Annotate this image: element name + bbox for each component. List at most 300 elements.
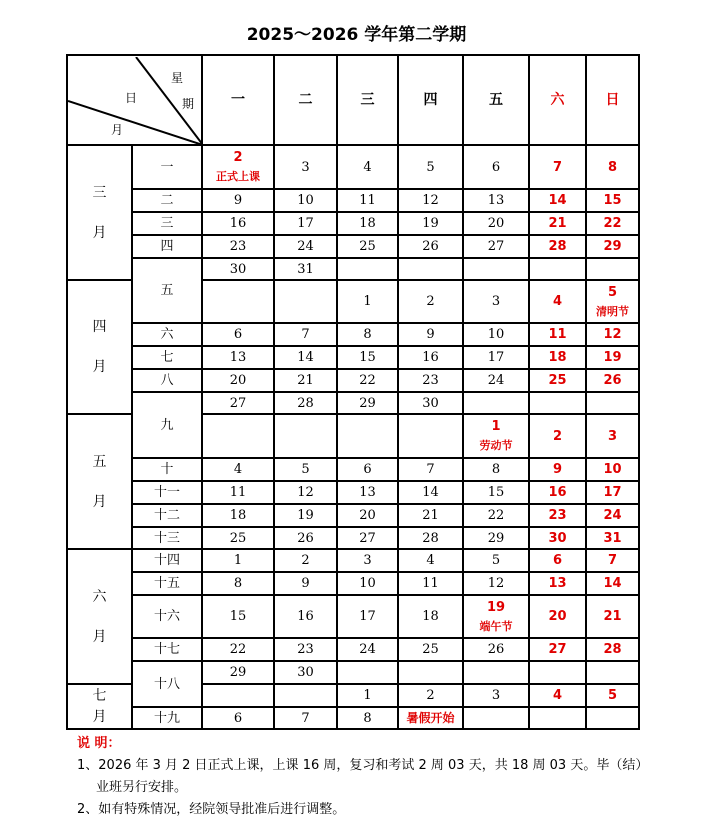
corner-weekday: 星	[171, 71, 184, 85]
week-number-cell: 十八	[132, 661, 202, 707]
day-cell	[586, 280, 639, 323]
day-cell	[337, 145, 398, 189]
note-1-cont: 业班另行安排。	[96, 780, 188, 795]
day-number: 29	[603, 239, 622, 254]
week-number-cell: 十七	[132, 638, 202, 661]
weekday-header: 日	[586, 55, 639, 145]
week-number-cell: 八	[132, 369, 202, 392]
day-cell	[202, 595, 274, 638]
day-number: 31	[603, 530, 622, 546]
day-number: 8	[491, 462, 501, 477]
day-number: 8	[363, 710, 372, 726]
weekday-header: 六	[529, 55, 586, 145]
day-cell	[202, 369, 274, 392]
week-number-cell: 十四	[132, 549, 202, 572]
week-number-cell: 十六	[132, 595, 202, 638]
day-cell	[586, 595, 639, 638]
day-number: 24	[487, 373, 505, 388]
day-number: 29	[359, 395, 376, 411]
day-cell	[274, 346, 337, 369]
day-cell	[586, 572, 639, 595]
day-cell	[398, 481, 463, 504]
day-number: 19	[603, 350, 622, 365]
day-cell	[274, 280, 337, 323]
day-number: 10	[603, 462, 622, 477]
day-number: 25	[422, 642, 439, 657]
day-number: 16	[297, 609, 314, 624]
day-cell	[274, 235, 337, 258]
week-number-cell: 六	[132, 323, 202, 346]
day-number: 9	[426, 327, 435, 342]
week-row	[67, 212, 639, 235]
corner-cell	[67, 55, 202, 145]
day-cell	[274, 504, 337, 527]
notes-section	[77, 733, 706, 821]
day-cell	[586, 638, 639, 661]
week-row	[67, 638, 639, 661]
week-number-cell: 十一	[132, 481, 202, 504]
day-number: 25	[548, 373, 567, 388]
day-number: 10	[487, 327, 505, 342]
day-number: 13	[487, 193, 505, 208]
day-cell	[337, 392, 398, 414]
day-cell	[586, 481, 639, 504]
day-number: 2	[426, 294, 435, 309]
day-number: 5	[607, 285, 618, 300]
day-cell	[398, 212, 463, 235]
day-cell	[529, 504, 586, 527]
day-cell	[398, 572, 463, 595]
week-number-cell: 二	[132, 189, 202, 212]
day-number: 14	[422, 485, 439, 500]
content-wrapper	[66, 54, 706, 821]
week-number-cell: 四	[132, 235, 202, 258]
day-cell	[337, 707, 398, 729]
day-cell	[463, 707, 529, 729]
day-number: 7	[426, 462, 435, 477]
day-cell	[398, 392, 463, 414]
day-number: 9	[301, 576, 310, 591]
day-cell	[463, 684, 529, 707]
day-number: 8	[363, 327, 372, 342]
week-number-cell: 十二	[132, 504, 202, 527]
day-cell	[586, 323, 639, 346]
day-cell	[529, 323, 586, 346]
day-number: 21	[297, 373, 314, 388]
day-number: 5	[607, 688, 618, 703]
week-row	[67, 189, 639, 212]
day-number: 25	[229, 530, 247, 546]
day-number: 15	[359, 350, 376, 365]
day-number: 17	[359, 609, 376, 624]
week-row	[67, 707, 639, 729]
day-cell	[398, 638, 463, 661]
day-cell	[337, 661, 398, 684]
day-cell	[398, 684, 463, 707]
week-row	[67, 235, 639, 258]
day-number: 23	[297, 642, 314, 657]
week-row	[67, 661, 639, 684]
day-cell	[202, 661, 274, 684]
day-number: 24	[359, 642, 376, 657]
week-row	[67, 392, 639, 414]
day-cell	[398, 369, 463, 392]
day-number: 10	[359, 576, 376, 591]
holiday-note: 正式上课	[216, 170, 260, 183]
day-number: 14	[603, 576, 622, 591]
day-cell	[274, 638, 337, 661]
day-cell	[463, 481, 529, 504]
day-cell	[202, 527, 274, 549]
day-number: 31	[297, 261, 314, 277]
week-number-cell: 十	[132, 458, 202, 481]
day-number: 15	[603, 193, 622, 208]
day-cell	[463, 235, 529, 258]
day-cell	[337, 638, 398, 661]
day-cell	[337, 189, 398, 212]
day-cell	[463, 189, 529, 212]
note-2: 2、如有特殊情况，经院领导批准后进行调整。	[77, 802, 346, 817]
week-row	[67, 369, 639, 392]
weekday-header: 二	[274, 55, 337, 145]
month-cell	[67, 145, 132, 280]
week-row	[67, 549, 639, 572]
day-cell	[398, 458, 463, 481]
day-number: 30	[229, 261, 247, 277]
day-number: 8	[607, 159, 618, 175]
day-number: 9	[552, 462, 563, 477]
day-number: 6	[491, 159, 501, 175]
day-cell	[529, 369, 586, 392]
notes-label: 说 明：	[77, 736, 121, 751]
day-number: 7	[301, 327, 310, 342]
day-cell	[274, 527, 337, 549]
day-number: 21	[603, 609, 622, 624]
day-cell	[274, 684, 337, 707]
day-cell	[398, 258, 463, 280]
day-cell	[529, 549, 586, 572]
day-cell	[274, 549, 337, 572]
day-number: 6	[233, 327, 243, 342]
day-number: 19	[297, 508, 314, 523]
day-cell	[463, 346, 529, 369]
day-number: 26	[603, 373, 622, 388]
day-number: 11	[359, 193, 376, 208]
month-char: 月	[92, 708, 107, 725]
weekday-header: 五	[463, 55, 529, 145]
day-number: 20	[548, 609, 567, 624]
day-cell	[529, 346, 586, 369]
calendar-table	[66, 54, 640, 730]
day-number: 27	[359, 530, 376, 546]
day-number: 5	[426, 159, 435, 175]
day-number: 18	[422, 609, 439, 624]
month-char: 四	[92, 319, 107, 335]
day-cell	[398, 549, 463, 572]
day-number: 29	[229, 665, 247, 680]
day-number: 3	[491, 294, 501, 309]
month-char: 月	[92, 493, 107, 510]
day-cell	[463, 369, 529, 392]
holiday-note: 端午节	[479, 620, 513, 633]
day-number: 2	[233, 150, 243, 165]
week-number-cell: 十五	[132, 572, 202, 595]
day-number: 26	[297, 530, 314, 546]
day-cell	[202, 323, 274, 346]
week-row	[67, 527, 639, 549]
day-cell	[586, 549, 639, 572]
day-cell	[398, 145, 463, 189]
day-number: 暑假开始	[406, 710, 455, 725]
day-cell	[337, 595, 398, 638]
day-cell	[202, 346, 274, 369]
day-number: 23	[229, 239, 247, 254]
day-number: 20	[229, 373, 247, 388]
day-cell	[586, 346, 639, 369]
header-row	[67, 55, 639, 145]
day-cell	[274, 189, 337, 212]
day-number: 6	[233, 710, 243, 726]
day-cell	[463, 595, 529, 638]
week-number-cell: 一	[132, 145, 202, 189]
day-number: 12	[422, 193, 439, 208]
day-number: 27	[229, 395, 247, 411]
day-number: 19	[422, 216, 439, 231]
day-cell	[463, 414, 529, 458]
day-cell	[529, 458, 586, 481]
day-cell	[398, 707, 463, 729]
day-cell	[586, 392, 639, 414]
day-cell	[202, 572, 274, 595]
day-number: 18	[548, 350, 567, 365]
week-row	[67, 595, 639, 638]
month-cell	[67, 549, 132, 684]
day-cell	[337, 280, 398, 323]
day-cell	[463, 145, 529, 189]
week-row	[67, 458, 639, 481]
day-cell	[586, 145, 639, 189]
day-cell	[586, 684, 639, 707]
day-cell	[337, 572, 398, 595]
day-cell	[529, 527, 586, 549]
day-cell	[398, 661, 463, 684]
day-number: 22	[359, 373, 376, 388]
note-1: 1、2026 年 3 月 2 日正式上课，上课 16 周，复习和考试 2 周 03 天，共 18 周 03 天。毕（结）	[77, 758, 649, 773]
day-number: 13	[359, 485, 376, 500]
day-number: 1	[233, 553, 243, 568]
day-cell	[202, 638, 274, 661]
day-number: 16	[229, 216, 247, 231]
day-number: 15	[487, 485, 505, 500]
day-cell	[586, 189, 639, 212]
day-cell	[274, 572, 337, 595]
day-number: 9	[233, 193, 243, 208]
day-cell	[202, 212, 274, 235]
day-cell	[529, 258, 586, 280]
day-number: 1	[491, 419, 501, 434]
day-cell	[463, 280, 529, 323]
day-number: 5	[301, 462, 310, 477]
day-cell	[274, 369, 337, 392]
month-char: 月	[92, 628, 107, 645]
month-cell	[67, 414, 132, 549]
day-number: 12	[297, 485, 314, 500]
day-cell	[337, 212, 398, 235]
month-char: 六	[92, 588, 107, 605]
day-cell	[586, 414, 639, 458]
day-cell	[274, 707, 337, 729]
day-cell	[337, 258, 398, 280]
month-char: 七	[92, 687, 107, 704]
day-number: 4	[552, 688, 563, 703]
day-number: 27	[487, 239, 505, 254]
day-cell	[274, 661, 337, 684]
day-number: 28	[603, 642, 622, 657]
day-cell	[337, 684, 398, 707]
day-cell	[202, 145, 274, 189]
day-cell	[337, 323, 398, 346]
week-row	[67, 323, 639, 346]
month-cell	[67, 280, 132, 414]
day-number: 27	[548, 642, 567, 657]
week-row	[67, 258, 639, 280]
day-number: 4	[426, 553, 435, 568]
week-row	[67, 145, 639, 189]
week-number-cell: 七	[132, 346, 202, 369]
day-number: 2	[426, 688, 435, 703]
day-cell	[202, 392, 274, 414]
day-number: 29	[487, 530, 505, 546]
day-cell	[398, 527, 463, 549]
weekday-header: 一	[202, 55, 274, 145]
day-number: 22	[229, 642, 247, 657]
day-cell	[274, 595, 337, 638]
day-number: 28	[548, 239, 567, 254]
day-cell	[463, 572, 529, 595]
month-cell	[67, 684, 132, 729]
day-number: 4	[363, 159, 372, 175]
month-char: 月	[92, 359, 107, 375]
day-number: 10	[297, 193, 314, 208]
day-number: 6	[363, 462, 372, 477]
day-number: 17	[603, 485, 622, 500]
day-cell	[202, 258, 274, 280]
day-cell	[529, 280, 586, 323]
day-cell	[202, 280, 274, 323]
day-number: 7	[301, 710, 310, 726]
day-cell	[529, 481, 586, 504]
day-cell	[337, 504, 398, 527]
day-cell	[202, 235, 274, 258]
day-number: 2	[301, 553, 310, 568]
day-number: 12	[487, 576, 505, 591]
day-number: 17	[297, 216, 314, 231]
day-number: 2	[552, 428, 563, 444]
day-cell	[529, 392, 586, 414]
day-number: 22	[487, 508, 505, 523]
day-cell	[586, 369, 639, 392]
day-cell	[463, 549, 529, 572]
day-cell	[463, 392, 529, 414]
day-cell	[274, 323, 337, 346]
day-cell	[586, 527, 639, 549]
day-cell	[529, 684, 586, 707]
day-cell	[529, 707, 586, 729]
month-char: 五	[92, 453, 107, 470]
day-number: 12	[603, 327, 622, 342]
week-number-cell: 九	[132, 392, 202, 458]
day-cell	[337, 458, 398, 481]
day-number: 1	[363, 294, 372, 309]
day-cell	[398, 414, 463, 458]
day-cell	[529, 189, 586, 212]
day-number: 11	[229, 485, 247, 500]
day-number: 24	[603, 508, 622, 523]
day-cell	[586, 235, 639, 258]
day-number: 13	[229, 350, 247, 365]
day-cell	[463, 661, 529, 684]
holiday-note: 劳动节	[479, 439, 513, 452]
day-cell	[274, 145, 337, 189]
day-cell	[529, 414, 586, 458]
corner-day: 日	[125, 91, 138, 105]
day-cell	[274, 212, 337, 235]
day-cell	[202, 684, 274, 707]
week-number-cell: 十九	[132, 707, 202, 729]
day-number: 6	[552, 553, 563, 568]
day-number: 4	[552, 294, 563, 309]
day-cell	[337, 346, 398, 369]
day-cell	[274, 392, 337, 414]
day-cell	[274, 258, 337, 280]
day-cell	[586, 504, 639, 527]
day-cell	[398, 280, 463, 323]
day-cell	[529, 572, 586, 595]
day-number: 24	[297, 239, 314, 254]
day-number: 8	[233, 576, 243, 591]
day-cell	[463, 638, 529, 661]
day-cell	[337, 369, 398, 392]
day-cell	[274, 481, 337, 504]
day-number: 19	[486, 600, 506, 615]
day-cell	[586, 661, 639, 684]
day-number: 22	[603, 216, 622, 231]
corner-weekday2: 期	[182, 97, 195, 111]
day-cell	[202, 707, 274, 729]
weekday-header: 四	[398, 55, 463, 145]
day-cell	[202, 414, 274, 458]
day-cell	[274, 414, 337, 458]
day-number: 3	[491, 688, 501, 703]
holiday-note: 清明节	[596, 305, 629, 318]
day-number: 30	[297, 665, 314, 680]
day-cell	[398, 189, 463, 212]
day-cell	[529, 145, 586, 189]
week-row	[67, 572, 639, 595]
day-number: 23	[548, 508, 567, 523]
page-title: 2025～2026 学年第二学期	[246, 25, 467, 45]
corner-month: 月	[111, 123, 124, 137]
day-number: 21	[548, 216, 567, 231]
day-number: 20	[359, 508, 376, 523]
day-number: 25	[359, 239, 376, 254]
day-number: 14	[297, 350, 314, 365]
day-number: 21	[422, 508, 439, 523]
week-row	[67, 346, 639, 369]
week-number-cell: 十三	[132, 527, 202, 549]
day-cell	[463, 212, 529, 235]
day-number: 3	[363, 553, 372, 568]
